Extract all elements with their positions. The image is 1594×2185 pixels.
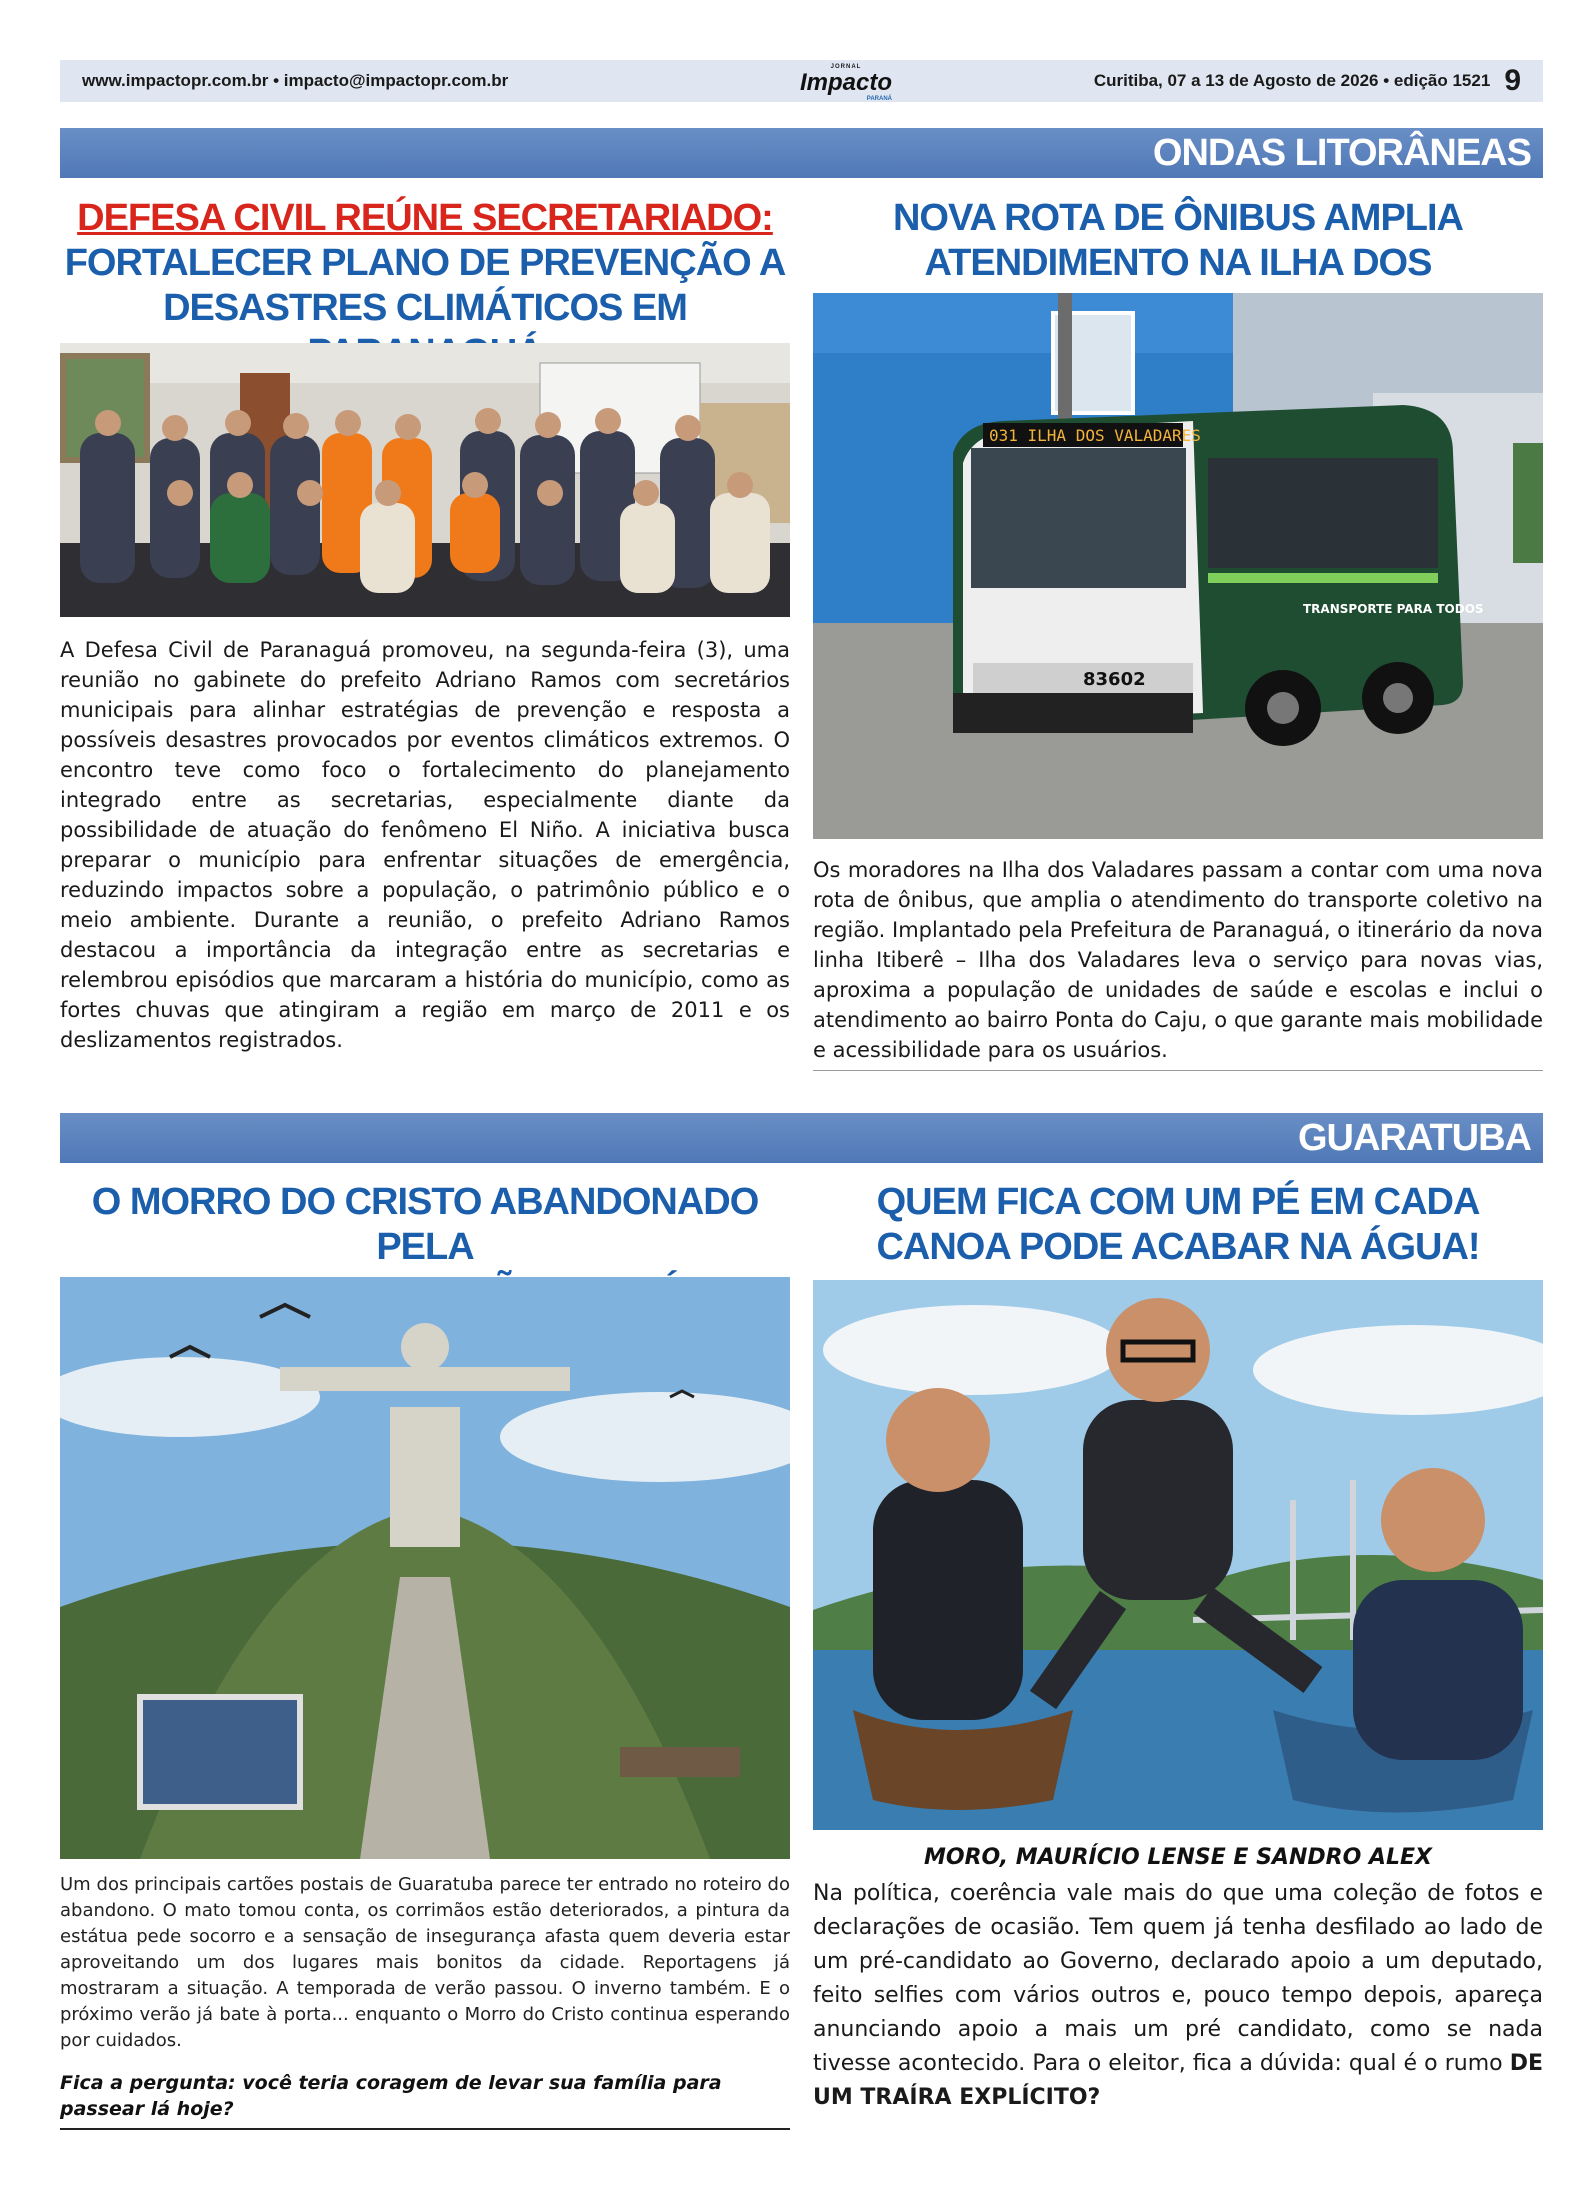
article2-title-line2: ATENDIMENTO NA ILHA DOS xyxy=(924,242,1432,284)
article2-divider xyxy=(813,1070,1543,1071)
logo-sub-text: PARANÁ xyxy=(866,96,893,102)
header-contact: www.impactopr.com.br • impacto@impactopr.com.br xyxy=(82,71,509,90)
article3-body: Um dos principais cartões postais de Guaratuba parece ter entrado no roteiro do abandono. O mato tomou conta, os corrimãos estão deteriorados, a pintura da estátua pede socorro e a sensação de insegurança afasta quem deveria estar aproveitando um dos lugares mais bonitos da cidade. Reportagens já mostraram a situação. A temporada de verão passou. O inverno também. E o próximo verão já bate à porta... enquanto o Morro do Cristo continua esperando por cuidados. xyxy=(60,1874,790,2051)
cristo-illustration xyxy=(60,1277,790,1859)
page-header xyxy=(60,60,1543,102)
logo-small-text: JORNAL xyxy=(830,64,862,70)
article4-headline xyxy=(813,1180,1543,1270)
page-number: 9 xyxy=(1504,64,1521,97)
canoe-cartoon xyxy=(813,1280,1543,1830)
section-bar-ondas: ONDAS LITORÂNEAS xyxy=(60,128,1543,178)
article1-title-red: DEFESA CIVIL REÚNE SECRETARIADO: xyxy=(77,197,773,239)
article4-body-bold: DE UM TRAÍRA EXPLÍCITO? xyxy=(813,2051,1543,2110)
article4-caption: MORO, MAURÍCIO LENSE E SANDRO ALEX xyxy=(924,1845,1432,1870)
article4-title-line2: CANOA PODE ACABAR NA ÁGUA! xyxy=(876,1226,1480,1268)
article2-title-line1: NOVA ROTA DE ÔNIBUS AMPLIA xyxy=(892,197,1464,239)
logo-text: Impacto xyxy=(800,69,893,96)
article4-title-line1: QUEM FICA COM UM PÉ EM CADA xyxy=(876,1181,1480,1223)
section-bar-guaratuba: GUARATUBA xyxy=(60,1113,1543,1163)
article3-question: Fica a pergunta: você teria coragem de levar sua família para passear lá hoje? xyxy=(60,2072,722,2120)
article1-title-line2: FORTALECER PLANO DE PREVENÇÃO A xyxy=(64,242,786,284)
bus-photo xyxy=(813,293,1543,839)
newspaper-logo xyxy=(800,64,892,102)
article3-divider xyxy=(60,2128,790,2130)
bus-side-text: TRANSPORTE PARA TODOS xyxy=(1303,602,1484,616)
article4-body-text: Na política, coerência vale mais do que uma coleção de fotos e declarações de ocasião. Tem quem já tenha desfilado ao lado de um pré-candidato ao Governo, declarado apoio a um deputado, feito selfies com vários outros e, pouco tempo depois, apareça anunciando apoio a mais um pré candidato, como se nada tivesse acontecido. Para o eleitor, fica a dúvida: qual é o rumo xyxy=(813,1881,1543,2076)
article3-title-line1: O MORRO DO CRISTO ABANDONADO PELA xyxy=(91,1181,759,1268)
article2-body: Os moradores na Ilha dos Valadares passam a contar com uma nova rota de ônibus, que amplia o atendimento do transporte coletivo na região. Implantado pela Prefeitura de Paranaguá, o itinerário da nova linha Itiberê – Ilha dos Valadares leva o serviço para novas vias, aproxima a população de unidades de saúde e escolas e inclui o atendimento ao bairro Ponta do Caju, o que garante mais mobilidade e acessibilidade para os usuários. xyxy=(813,858,1543,1062)
article4-body xyxy=(813,1877,1543,2115)
bus-number: 83602 xyxy=(1083,669,1146,690)
edition-info: Curitiba, 07 a 13 de Agosto de 2026 • edição 1521 xyxy=(1093,71,1491,90)
article1-title-line3: DESASTRES CLIMÁTICOS EM xyxy=(163,287,687,329)
meeting-photo xyxy=(60,343,790,617)
article1-body: A Defesa Civil de Paranaguá promoveu, na segunda-feira (3), uma reunião no gabinete do prefeito Adriano Ramos com secretários municipais para alinhar estratégias de prevenção e resposta a possíveis desastres provocados por eventos climáticos extremos. O encontro teve como foco o fortalecimento do planejamento integrado entre as secretarias, especialmente diante da possibilidade de atuação do fenômeno El Niño. A iniciativa busca preparar o município para enfrentar situações de emergência, reduzindo impactos sobre a população, o patrimônio público e o meio ambiente. Durante a reunião, o prefeito Adriano Ramos destacou a importância da integração entre as secretarias e relembrou episódios que marcaram a história do município, como as fortes chuvas que atingiram a região em março de 2011 e os deslizamentos registrados. xyxy=(60,638,790,1052)
bus-destination-sign: 031 ILHA DOS VALADARES xyxy=(989,426,1201,445)
